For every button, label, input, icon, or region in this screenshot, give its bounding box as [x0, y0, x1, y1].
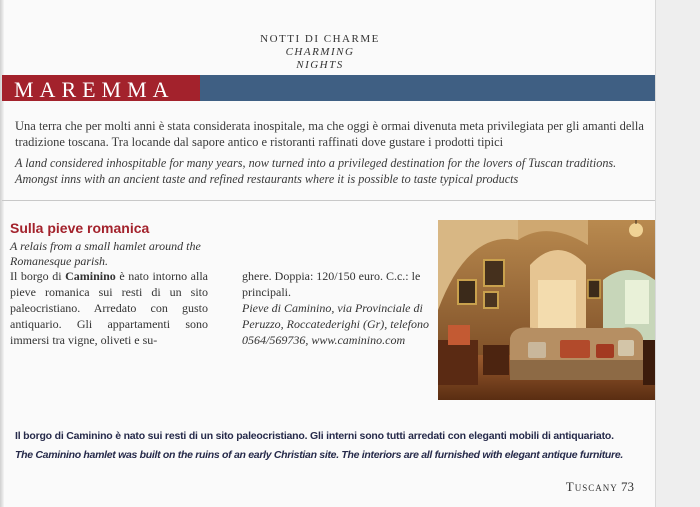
- col1-text-end: è nato intorno alla pieve romanica sui resti di un sito paleocristiano. Arredato con gusto antiquario. Gli appartamenti sono immersi tra vigne, oliveti e su-: [10, 269, 208, 347]
- section-divider: [2, 200, 655, 201]
- hamlet-name: Caminino: [65, 269, 116, 283]
- photo-caption-italian: Il borgo di Caminino è nato sui resti di un sito paleocristiano. Gli interni sono tutti arredati con eleganti mobili di antiquariato.: [15, 430, 614, 442]
- article-subtitle: A relais from a small hamlet around the Romanesque parish.: [10, 239, 201, 268]
- section-label-it: NOTTI DI CHARME: [260, 33, 380, 45]
- interior-photo-drawing: [438, 220, 655, 400]
- region-title: MAREMMA: [14, 77, 175, 102]
- interior-photo: [438, 220, 655, 400]
- article-title: Sulla pieve romanica: [10, 220, 150, 236]
- photo-caption-english: The Caminino hamlet was built on the ruins of an early Christian site. The interiors are all furnished with elegant antique furniture.: [15, 449, 623, 461]
- next-page-edge: [655, 0, 700, 507]
- intro-english: A land considered inhospitable for many years, now turned into a privileged destination for the lovers of Tuscan traditions. Amongst inns with an ancient taste and refined restaurants where it is possible to taste typical products: [15, 156, 617, 186]
- article-column-1: [10, 268, 208, 348]
- page-number: 73: [621, 479, 634, 494]
- intro-italian: Una terra che per molti anni è stata considerata inospitale, ma che oggi è ormai divenuta meta privilegiata per gli amanti della tradizione toscana. Tra locande dal sapore antico e ristoranti raffinati dove gustare i prodotti tipici: [15, 119, 644, 149]
- magazine-name: Tuscany: [565, 479, 618, 494]
- article-column-2: [242, 268, 432, 348]
- col1-text-start: Il borgo di: [10, 269, 66, 283]
- page-footer: [566, 479, 634, 495]
- contact-address: Pieve di Caminino, via Provinciale di Peruzzo, Roccatederighi (Gr), telefono 0564/569736, www.caminino.com: [242, 301, 429, 347]
- col2-text: ghere. Doppia: 120/150 euro. C.c.: le principali.: [242, 269, 421, 299]
- section-label-en: CHARMING NIGHTS: [285, 46, 355, 71]
- section-header: [260, 33, 380, 72]
